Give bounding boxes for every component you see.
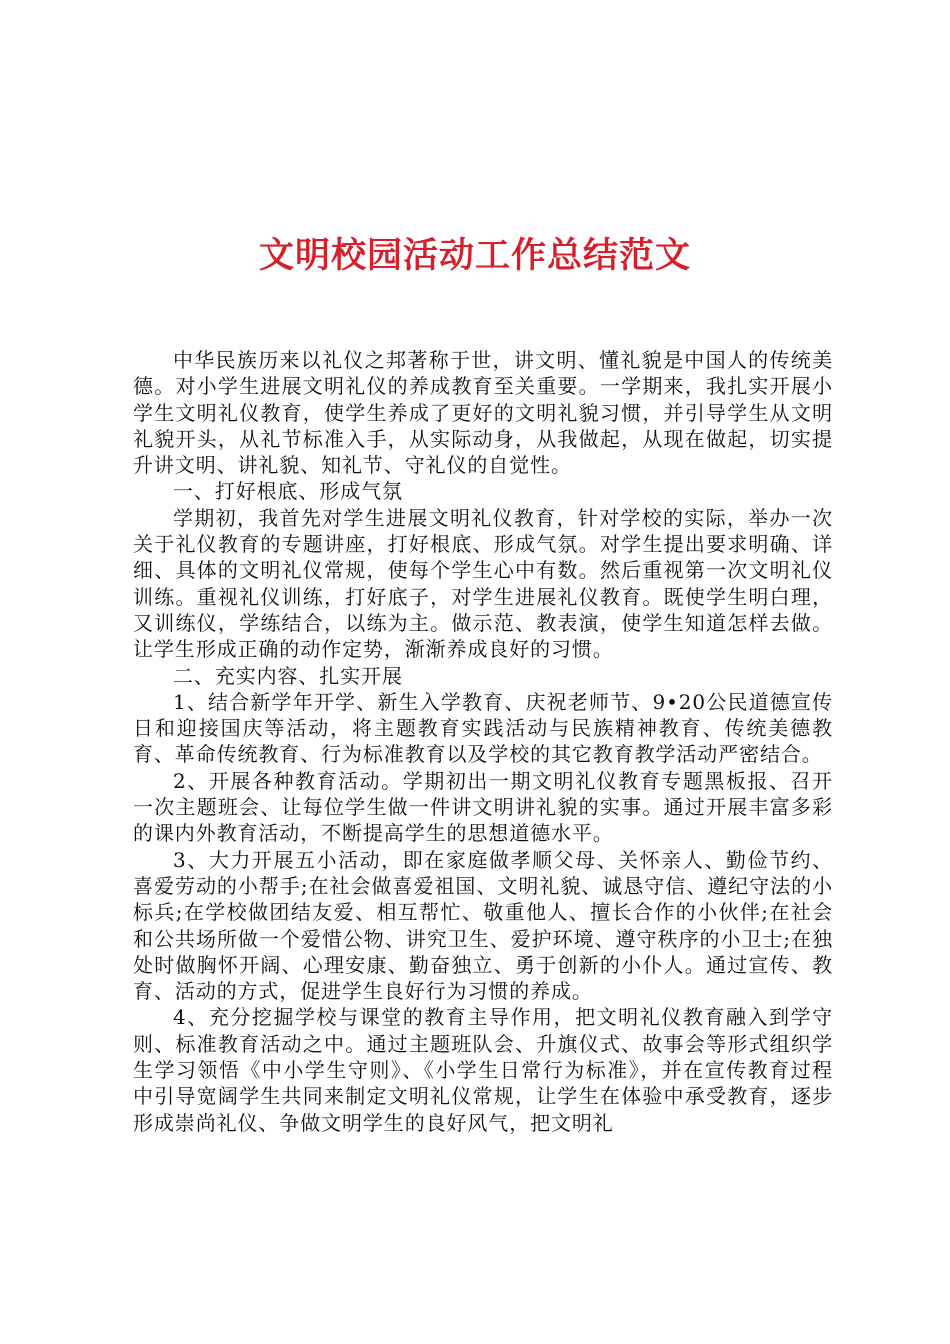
section-heading-1: 一、打好根底、形成气氛 [173,479,403,504]
paragraph-item-1: 1、结合新学年开学、新生入学教育、庆祝老师节、9•20公民道德宣传日和迎接国庆等活动，将主题教育实践活动与民族精神教育、传统美德教育、革命传统教育、行为标准教育以及学校的其它教育教学活动严密结合。 [133,689,833,767]
section-heading-2: 二、充实内容、扎实开展 [173,663,403,688]
paragraph-intro: 中华民族历来以礼仪之邦著称于世，讲文明、懂礼貌是中国人的传统美德。对小学生进展文明礼仪的养成教育至关重要。一学期来，我扎实开展小学生文明礼仪教育，使学生养成了更好的文明礼貌习惯，并引导学生从文明礼貌开头，从礼节标准入手，从实际动身，从我做起，从现在做起，切实提升讲文明、讲礼貌、知礼节、守礼仪的自觉性。 [133,348,833,478]
paragraph-item-2: 2、开展各种教育活动。学期初出一期文明礼仪教育专题黑板报、召开一次主题班会、让每位学生做一件讲文明讲礼貌的实事。通过开展丰富多彩的课内外教育活动，不断提高学生的思想道德水平。 [133,768,833,846]
document-title: 文明校园活动工作总结范文 [258,235,691,277]
paragraph-item-3: 3、大力开展五小活动，即在家庭做孝顺父母、关怀亲人、勤俭节约、喜爱劳动的小帮手;在社会做喜爱祖国、文明礼貌、诚恳守信、遵纪守法的小标兵;在学校做团结友爱、相互帮忙、敬重他人、擅长合作的小伙伴;在社会和公共场所做一个爱惜公物、讲究卫生、爱护环境、遵守秩序的小卫士;在独处时做胸怀开阔、心理安康、勤奋独立、勇于创新的小仆人。通过宣传、教育、活动的方式，促进学生良好行为习惯的养成。 [133,847,833,1004]
document-body [133,347,833,1136]
paragraph-item-4: 4、充分挖掘学校与课堂的教育主导作用，把文明礼仪教育融入到学守则、标准教育活动之中。通过主题班队会、升旗仪式、故事会等形式组织学生学习领悟《中小学生守则》、《小学生日常行为标准》，并在宣传教育过程中引导宽阔学生共同来制定文明礼仪常规，让学生在体验中承受教育，逐步形成崇尚礼仪、争做文明学生的良好风气，把文明礼 [133,1005,833,1135]
paragraph-section-1: 学期初，我首先对学生进展文明礼仪教育，针对学校的实际，举办一次关于礼仪教育的专题讲座，打好根底、形成气氛。对学生提出要求明确、详细、具体的文明礼仪常规，使每个学生心中有数。然后重视第一次文明礼仪训练。重视礼仪训练，打好底子，对学生进展礼仪教育。既使学生明白理，又训练仪，学练结合，以练为主。做示范、教表演，使学生知道怎样去做。让学生形成正确的动作定势，渐渐养成良好的习惯。 [133,505,833,662]
